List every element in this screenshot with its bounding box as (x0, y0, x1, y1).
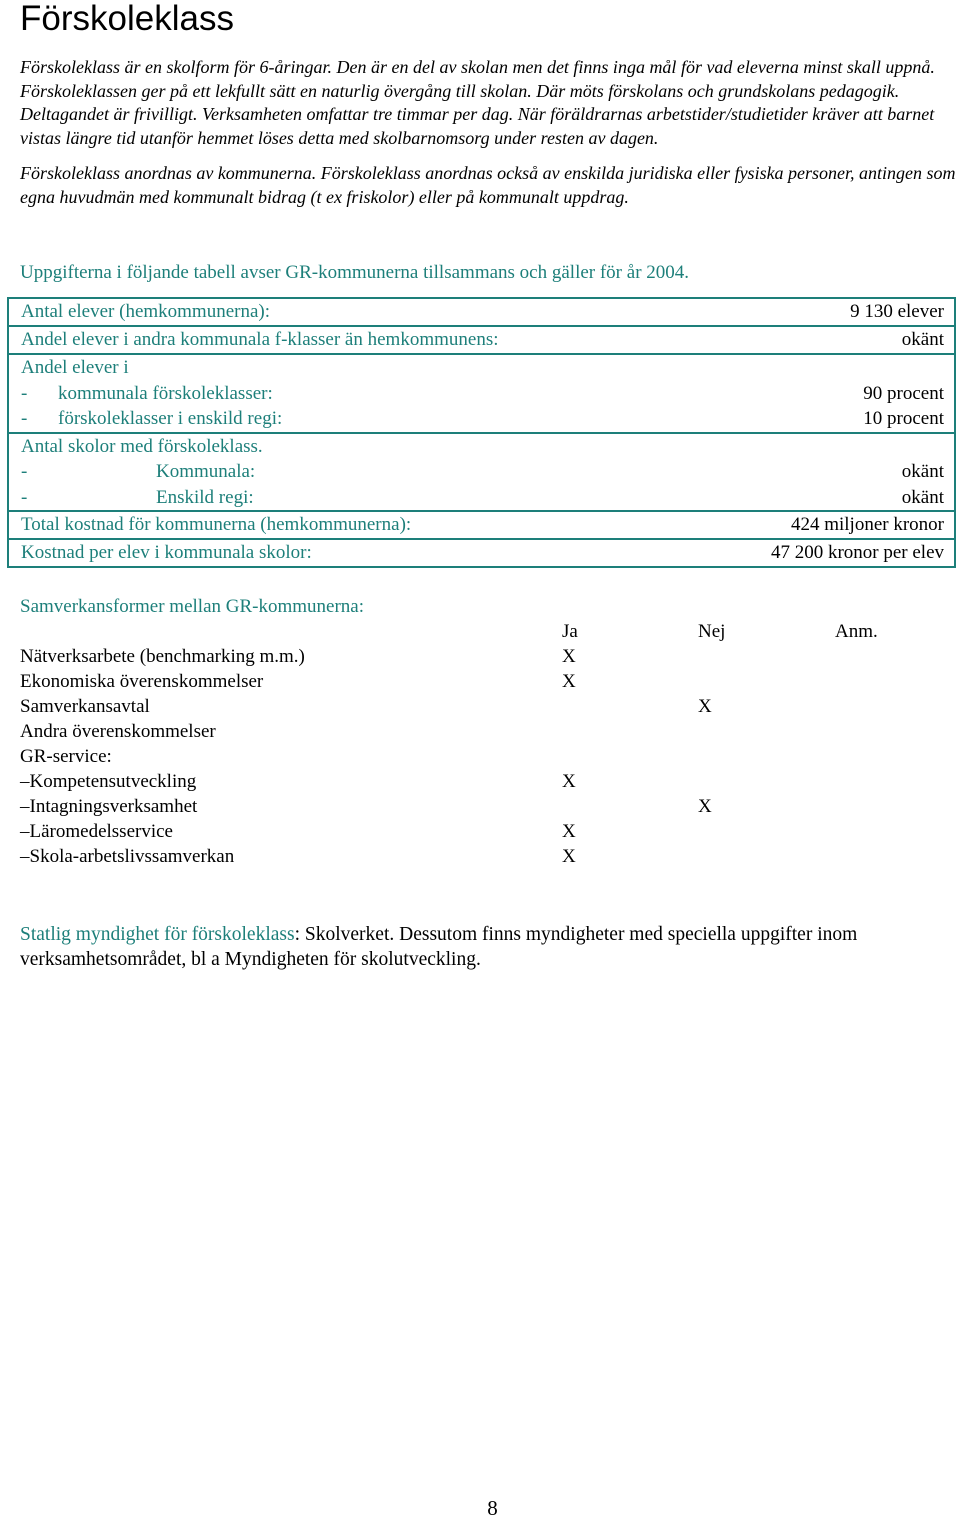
dash: - (21, 486, 28, 508)
stats-value: okänt (901, 329, 944, 350)
cooperation-section (20, 594, 960, 869)
cooperation-label: –Intagningsverksamhet (20, 796, 198, 817)
stats-label: förskoleklasser i enskild regi: (58, 408, 283, 429)
cooperation-title: Samverkansformer mellan GR-kommunerna: (20, 596, 365, 617)
authority-colon: : (294, 924, 301, 945)
statistics-table (7, 297, 956, 568)
stats-label: Enskild regi: (156, 486, 254, 508)
cooperation-label: GR-service: (20, 746, 112, 767)
stats-value: okänt (901, 461, 944, 482)
stats-row (21, 381, 944, 407)
stats-label: Kostnad per elev i kommunala skolor: (21, 542, 312, 563)
cooperation-label: Ekonomiska överenskommelser (20, 671, 264, 692)
stats-row (21, 406, 944, 432)
authority-label: Statlig myndighet för förskoleklass (20, 924, 295, 945)
cooperation-row (20, 644, 960, 669)
authority-text: Skolverket. Dessutom finns myndigheter med speciella uppgifter inom verksamhetsområdet, bl a Myndigheten för skolutveckling. (20, 924, 858, 970)
stats-label: Kommunala: (156, 461, 256, 482)
cooperation-row (20, 719, 960, 744)
cooperation-label: Andra överenskommelser (20, 721, 216, 742)
dash: - (21, 461, 28, 482)
stats-block-antal-skolor (9, 434, 954, 513)
cooperation-row (20, 744, 960, 769)
intro-paragraph: Förskoleklass är en skolform för 6-åringar. Den är en del av skolan men det finns inga mål för vad eleverna minst skall uppnå. Förskoleklassen ger på ett lekfullt sätt en naturlig övergång till skolan. Där möts förskolans och grundskolans pedagogik. Deltagandet är frivilligt. Verksamheten omfattar tre timmar per dag. När föräldrarnas arbetstider/studietider kräver att barnet vistas längre tid utanför hemmet löses detta med skolbarnomsorg under resten av dagen. (20, 57, 935, 148)
nej-mark: X (698, 696, 712, 717)
ja-mark: X (562, 646, 576, 667)
page-title: Förskoleklass (20, 0, 234, 38)
ja-mark: X (562, 771, 576, 792)
cooperation-row (20, 819, 960, 844)
stats-value: 9 130 elever (850, 301, 944, 322)
ja-mark: X (562, 821, 576, 842)
stats-label: Total kostnad för kommunerna (hemkommunerna): (21, 514, 412, 535)
authority-note (20, 922, 960, 972)
dash: - (21, 382, 28, 404)
cooperation-row (20, 669, 960, 694)
cooperation-row (20, 794, 960, 819)
stats-value: okänt (901, 486, 944, 508)
stats-row (21, 299, 944, 325)
stats-block-andel-elever (9, 355, 954, 434)
stats-heading: Andel elever i (21, 357, 129, 378)
stats-block-kostnad-per-elev (9, 540, 954, 568)
cooperation-row (20, 769, 960, 794)
stats-label: kommunala förskoleklasser: (58, 382, 273, 404)
stats-block-antal-elever (9, 299, 954, 327)
stats-block-total-kostnad (9, 512, 954, 540)
nej-mark: X (698, 796, 712, 817)
dash: - (21, 408, 28, 429)
stats-row (21, 327, 944, 353)
stats-row (21, 459, 944, 485)
stats-value: 47 200 kronor per elev (770, 542, 944, 563)
column-header-nej: Nej (698, 621, 726, 642)
ja-mark: X (562, 846, 576, 867)
stats-value: 90 procent (863, 382, 944, 404)
cooperation-label: –Skola-arbetslivssamverkan (20, 846, 235, 867)
stats-label: Andel elever i andra kommunala f-klasser än hemkommunens: (21, 329, 499, 350)
stats-row (21, 512, 944, 538)
cooperation-header-row (20, 619, 960, 644)
stats-row (21, 485, 944, 511)
cooperation-label: Nätverksarbete (benchmarking m.m.) (20, 646, 305, 667)
intro-paragraph: Förskoleklass anordnas av kommunerna. Förskoleklass anordnas också av enskilda juridiska eller fysiska personer, antingen som egna huvudmän med kommunalt bidrag (t ex friskolor) eller på kommunalt uppdrag. (20, 163, 956, 207)
stats-block-andel-andra (9, 327, 954, 355)
cooperation-row (20, 694, 960, 719)
intro-text (20, 56, 960, 209)
cooperation-label: Samverkansavtal (20, 696, 150, 717)
table-note: Uppgifterna i följande tabell avser GR-kommunerna tillsammans och gäller för år 2004. (20, 262, 690, 283)
column-header-anm: Anm. (835, 621, 878, 642)
page-number: 8 (487, 1496, 498, 1520)
cooperation-label: –Läromedelsservice (20, 821, 173, 842)
stats-row (21, 540, 944, 566)
cooperation-label: –Kompetensutveckling (20, 771, 197, 792)
stats-value: 10 procent (863, 408, 944, 429)
stats-label: Antal elever (hemkommunerna): (21, 301, 271, 322)
stats-heading: Antal skolor med förskoleklass. (21, 435, 263, 457)
stats-value: 424 miljoner kronor (790, 514, 944, 535)
column-header-ja: Ja (562, 621, 578, 642)
ja-mark: X (562, 671, 576, 692)
cooperation-row (20, 844, 960, 869)
